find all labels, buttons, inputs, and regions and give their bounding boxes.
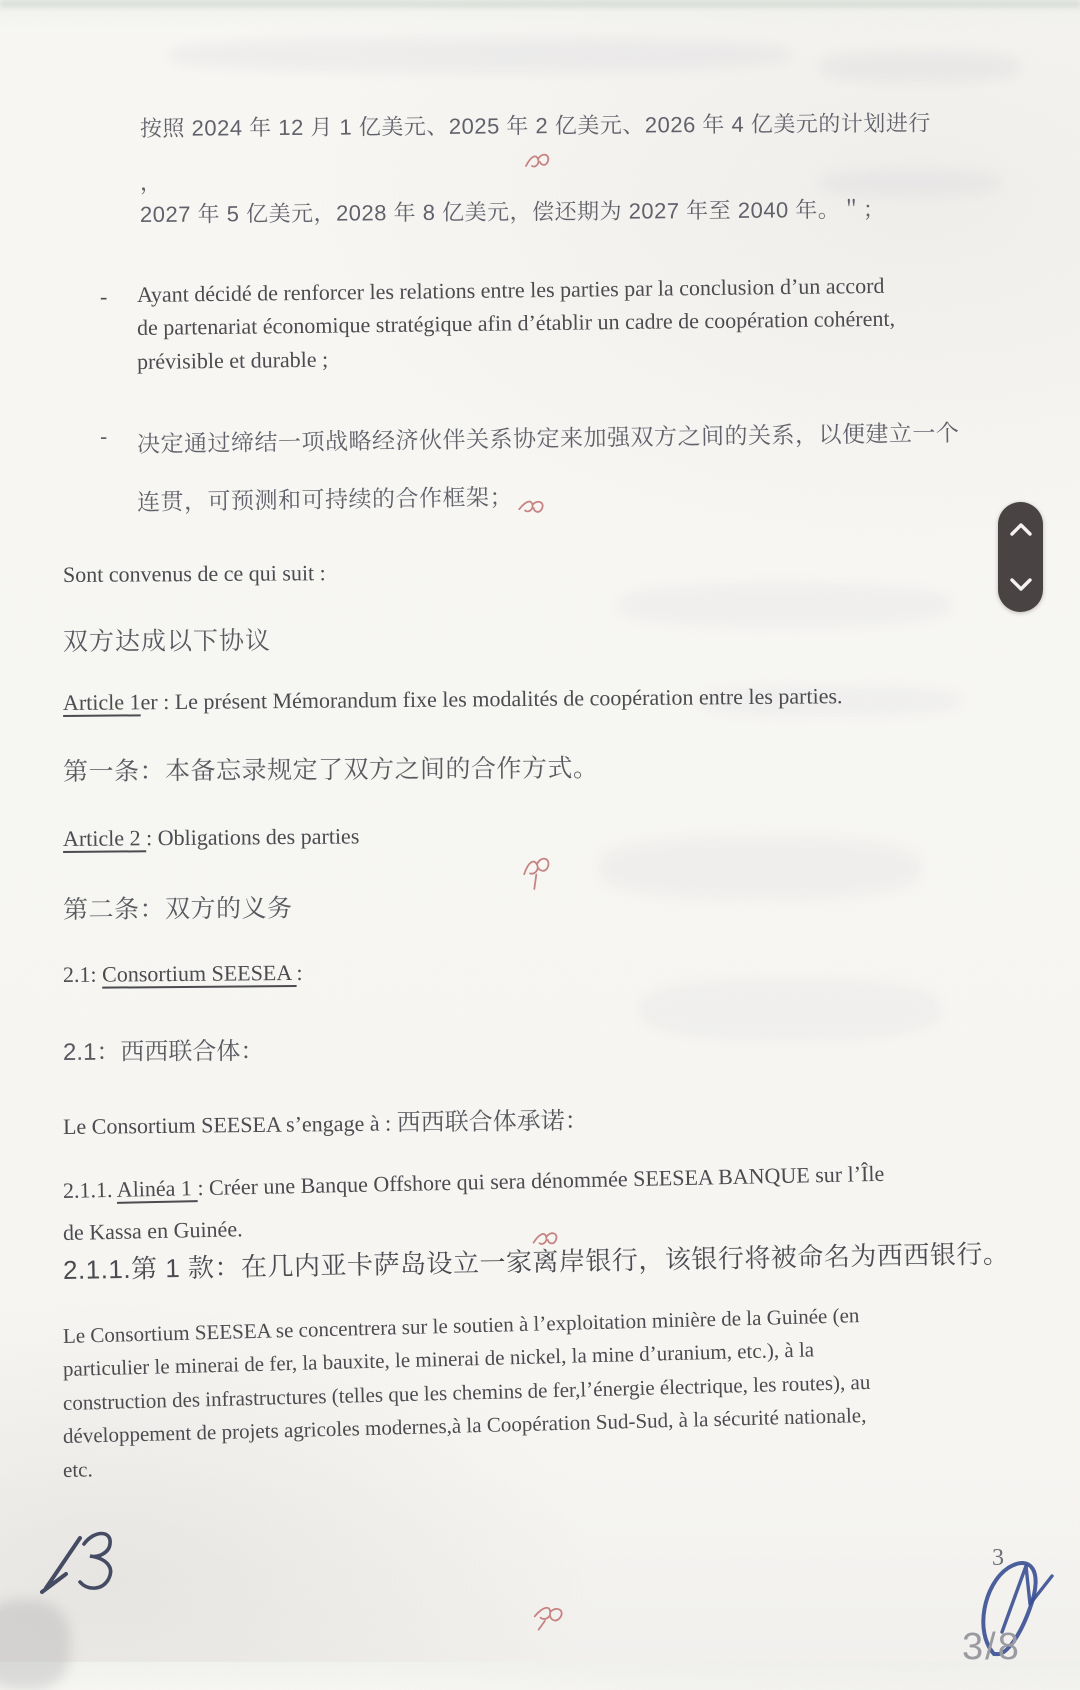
chevron-up-icon [1008,520,1034,538]
closing-paragraph-line5: etc. [62,1457,93,1482]
red-ink-mark [522,148,556,174]
article2-line [63,823,360,852]
fr-bullet-line3: prévisible et durable ; [136,346,329,374]
chevron-down-icon [1008,576,1034,594]
scan-edge-shadow [0,0,1080,8]
closing-paragraph-line3: construction des infrastructures (telles que les chemins de fer,l’énergie électrique, les routes), au [62,1369,871,1415]
section-2-1-1-line2: de Kassa en Guinée. [62,1216,243,1245]
bleedthrough-artifact [620,585,950,625]
engage-text-fr: Le Consortium SEESEA s’engage à : [62,1110,397,1139]
handwritten-initials [32,1522,142,1618]
section-2-1-1-line-cn: 2.1.1.第 1 款：在几内亚卡萨岛设立一家离岸银行，该银行将被命名为西西银行。 [62,1238,1010,1285]
closing-paragraph-line4: développement de projets agricoles modernes,à la Coopération Sud-Sud, à la sécurité nationale, [62,1402,867,1448]
article1-label: Article 1 [62,689,141,715]
bullet-dash: - [100,424,108,449]
red-ink-mark [526,1596,573,1639]
section-2-1-1-number: 2.1.1. [62,1176,118,1203]
section-2-1-colon: : [296,959,303,985]
closing-paragraph-line1: Le Consortium SEESEA se concentrera sur le soutien à l’exploitation minière de la Guinée (en [62,1303,860,1348]
article2-line-cn: 第二条：双方的义务 [62,894,293,924]
plan-paragraph-line2: 2027 年 5 亿美元，2028 年 8 亿美元，偿还期为 2027 年至 2040 年。＂； [139,196,886,227]
section-2-1-line-cn: 2.1：西西联合体： [62,1037,265,1066]
red-ink-mark [515,849,564,895]
article2-text: : Obligations des parties [145,823,360,851]
section-2-1-1-line1 [63,1161,885,1204]
article1-text: er : Le présent Mémorandum fixe les modalités de coopération entre les parties. [140,683,843,715]
bleedthrough-artifact [820,52,1020,82]
article1-line [63,683,843,716]
article2-label: Article 2 [62,825,147,851]
bleedthrough-artifact [640,980,940,1040]
closing-paragraph-line2: particulier le minerai de fer, la bauxite, le minerai de nickel, la mine d’uranium, etc.), à la [62,1337,815,1381]
page-number: 3 [992,1545,1004,1571]
red-ink-mark [514,491,553,524]
plan-paragraph-line1: 按照 2024 年 12 月 1 亿美元、2025 年 2 亿美元、2026 年 4 亿美元的计划进行 [139,110,931,141]
page-indicator: 3/8 [962,1626,1021,1668]
engage-line [63,1100,589,1141]
cn-bullet-line2: 连贯，可预测和可持续的合作框架； [136,483,514,515]
bleedthrough-artifact [600,838,920,898]
article1-line-cn: 第一条：本备忘录规定了双方之间的合作方式。 [62,754,599,786]
alinea-1-label: Alinéa 1 [116,1175,198,1202]
scroll-up-button[interactable] [1005,516,1037,542]
bleedthrough-artifact [170,38,790,72]
fr-bullet-line1: Ayant décidé de renforcer les relations entre les parties par la conclusion d’un accord [136,272,885,307]
agreement-heading-cn: 双方达成以下协议 [62,626,272,656]
fr-bullet-line2: de partenariat économique stratégique afin d’établir un cadre de coopération cohérent, [136,305,896,340]
cn-bullet-line1: 决定通过缔结一项战略经济伙伴关系协定来加强双方之间的关系，以便建立一个 [136,419,960,457]
bullet-dash: - [100,284,108,309]
engage-text-cn: 西西联合体承诺： [396,1107,589,1137]
section-2-1-title: Consortium SEESEA [102,959,297,987]
scroll-widget [998,502,1043,612]
section-2-1-line [63,960,303,988]
section-2-1-number: 2.1: [62,961,103,987]
scroll-down-button[interactable] [1005,572,1037,598]
red-ink-mark [529,1224,566,1253]
sont-convenus-line: Sont convenus de ce qui suit : [62,560,326,587]
plan-paragraph-comma: ， [140,170,163,195]
section-2-1-1-text: : Créer une Banque Offshore qui sera dénommée SEESEA BANQUE sur l’Île [197,1160,885,1201]
